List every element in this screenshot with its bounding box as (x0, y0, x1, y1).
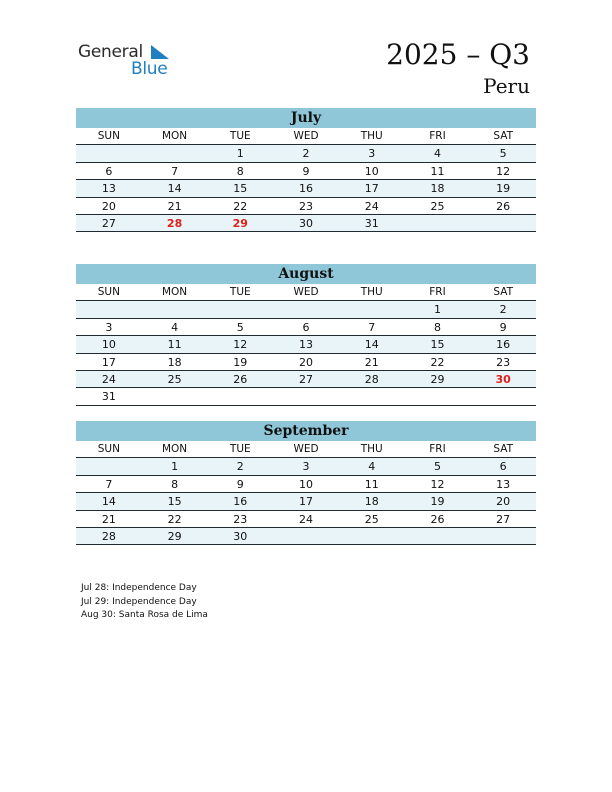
day-cell: 30 (299, 216, 314, 230)
week-row (76, 476, 536, 493)
holiday-notes (81, 582, 208, 623)
day-cell: 16 (233, 495, 248, 509)
day-cell: 5 (236, 320, 244, 334)
weekday-label: FRI (429, 443, 446, 455)
day-cell: 21 (167, 199, 182, 213)
day-cell: 2 (236, 460, 244, 474)
holiday-note: Aug 30: Santa Rosa de Lima (81, 610, 208, 620)
day-cell: 7 (105, 477, 113, 491)
day-cell: 12 (233, 338, 248, 352)
logo-text-blue: Blue (131, 59, 168, 79)
weekday-label: TUE (229, 130, 251, 142)
week-row (76, 180, 536, 197)
day-cell: 20 (299, 355, 314, 369)
day-cell: 19 (496, 182, 511, 196)
day-cell: 1 (236, 147, 244, 161)
weekday-label: SUN (97, 286, 120, 298)
day-cell: 12 (430, 477, 445, 491)
day-cell: 20 (101, 199, 116, 213)
day-cell (142, 145, 208, 161)
day-cell: 22 (430, 355, 445, 369)
day-cell: 18 (364, 495, 379, 509)
logo-text-general: General (78, 42, 143, 62)
day-cell: 21 (101, 512, 116, 526)
day-cell: 27 (101, 216, 116, 230)
day-cell: 3 (368, 147, 376, 161)
day-cell: 9 (499, 320, 507, 334)
day-cell (76, 458, 142, 474)
weekday-label: THU (360, 130, 383, 142)
day-cell: 11 (167, 338, 182, 352)
day-cell: 15 (167, 495, 182, 509)
day-cell: 15 (430, 338, 445, 352)
weekday-label: FRI (429, 130, 446, 142)
day-cell: 27 (496, 512, 511, 526)
day-cell (273, 301, 339, 317)
day-cell: 4 (368, 460, 376, 474)
day-cell (273, 388, 339, 404)
day-cell: 6 (105, 164, 113, 178)
day-cell: 8 (236, 164, 244, 178)
day-cell: 29 (430, 372, 445, 386)
day-cell: 11 (364, 477, 379, 491)
generalblue-logo (78, 42, 178, 80)
day-cell: 22 (233, 199, 248, 213)
day-cell: 25 (167, 372, 182, 386)
weekday-label: SAT (493, 130, 513, 142)
week-row (76, 198, 536, 215)
month-september (76, 421, 536, 545)
day-cell: 6 (302, 320, 310, 334)
weekday-label: WED (293, 286, 319, 298)
day-cell: 26 (430, 512, 445, 526)
day-cell: 1 (171, 460, 179, 474)
day-cell: 23 (496, 355, 511, 369)
day-cell: 18 (167, 355, 182, 369)
weekday-header-row (76, 441, 536, 458)
day-cell (76, 145, 142, 161)
day-cell: 13 (299, 338, 314, 352)
weekday-label: TUE (229, 286, 251, 298)
weekday-label: SUN (97, 130, 120, 142)
day-cell: 5 (433, 460, 441, 474)
week-row (76, 371, 536, 388)
weekday-label: TUE (229, 443, 251, 455)
day-cell: 3 (302, 460, 310, 474)
day-cell: 30 (233, 529, 248, 543)
day-cell: 26 (496, 199, 511, 213)
holiday-note: Jul 29: Independence Day (81, 596, 197, 607)
week-row (76, 354, 536, 371)
day-cell: 6 (499, 460, 507, 474)
day-cell: 19 (233, 355, 248, 369)
day-cell (339, 528, 405, 544)
week-row (76, 215, 536, 232)
day-cell (142, 388, 208, 404)
day-cell: 2 (302, 147, 310, 161)
weekday-label: SUN (97, 443, 120, 455)
day-cell: 16 (299, 182, 314, 196)
day-cell: 13 (496, 477, 511, 491)
day-cell: 10 (101, 338, 116, 352)
day-cell: 8 (433, 320, 441, 334)
page-title: 2025 – Q3 (386, 38, 530, 71)
day-cell (207, 388, 273, 404)
day-cell: 1 (433, 303, 441, 317)
weekday-label: WED (293, 130, 319, 142)
day-cell: 23 (233, 512, 248, 526)
weekday-header-row (76, 284, 536, 301)
logo-triangle-icon (149, 45, 169, 59)
weekday-label: MON (161, 286, 188, 298)
holiday-note: Jul 28: Independence Day (81, 583, 197, 593)
month-title: August (76, 264, 536, 284)
weekday-label: THU (360, 286, 383, 298)
day-cell: 7 (171, 164, 179, 178)
day-cell: 16 (496, 338, 511, 352)
weekday-label: THU (360, 443, 383, 455)
day-cell: 4 (433, 147, 441, 161)
weekday-label: MON (161, 443, 188, 455)
day-cell (470, 388, 536, 404)
day-cell: 17 (364, 182, 379, 196)
day-cell (470, 215, 536, 231)
day-cell: 13 (101, 182, 116, 196)
day-cell: 23 (299, 199, 314, 213)
month-title: September (76, 421, 536, 441)
day-cell (273, 528, 339, 544)
week-row (76, 336, 536, 353)
weekday-label: FRI (429, 286, 446, 298)
weekday-header-row (76, 128, 536, 145)
day-cell (470, 528, 536, 544)
month-july (76, 108, 536, 232)
day-cell: 8 (171, 477, 179, 491)
day-cell (405, 528, 471, 544)
week-row (76, 163, 536, 180)
day-cell: 17 (299, 495, 314, 509)
day-cell (339, 388, 405, 404)
week-row (76, 511, 536, 528)
day-cell (142, 301, 208, 317)
day-cell (76, 301, 142, 317)
day-cell: 18 (430, 182, 445, 196)
week-row (76, 388, 536, 405)
day-cell: 24 (364, 199, 379, 213)
day-cell (405, 215, 471, 231)
day-cell: 4 (171, 320, 179, 334)
day-cell: 24 (101, 372, 116, 386)
day-cell: 15 (233, 182, 248, 196)
day-cell: 5 (499, 147, 507, 161)
week-row (76, 301, 536, 318)
day-cell: 10 (364, 164, 379, 178)
day-cell: 29 (232, 216, 248, 230)
day-cell (405, 388, 471, 404)
day-cell: 24 (299, 512, 314, 526)
day-cell: 14 (101, 495, 116, 509)
day-cell: 2 (499, 303, 507, 317)
day-cell: 22 (167, 512, 182, 526)
weekday-label: WED (293, 443, 319, 455)
day-cell: 12 (496, 164, 511, 178)
country-name: Peru (483, 74, 530, 98)
week-row (76, 493, 536, 510)
day-cell: 11 (430, 164, 445, 178)
weekday-label: SAT (493, 286, 513, 298)
day-cell: 26 (233, 372, 248, 386)
day-cell: 31 (364, 216, 379, 230)
day-cell: 14 (167, 182, 182, 196)
day-cell: 21 (364, 355, 379, 369)
day-cell: 17 (101, 355, 116, 369)
week-row (76, 145, 536, 162)
day-cell: 25 (364, 512, 379, 526)
day-cell: 29 (167, 529, 182, 543)
day-cell: 20 (496, 495, 511, 509)
week-row (76, 458, 536, 475)
week-row (76, 319, 536, 336)
month-title: July (76, 108, 536, 128)
day-cell: 28 (364, 372, 379, 386)
day-cell: 3 (105, 320, 113, 334)
day-cell (339, 301, 405, 317)
day-cell: 28 (166, 216, 183, 230)
day-cell: 25 (430, 199, 445, 213)
day-cell (207, 301, 273, 317)
day-cell: 7 (368, 320, 376, 334)
day-cell: 27 (299, 372, 314, 386)
day-cell: 10 (299, 477, 314, 491)
week-row (76, 528, 536, 545)
day-cell: 30 (495, 372, 511, 386)
day-cell: 19 (430, 495, 445, 509)
day-cell: 28 (101, 529, 116, 543)
weekday-label: MON (161, 130, 188, 142)
day-cell: 9 (302, 164, 310, 178)
day-cell: 31 (101, 390, 116, 404)
weekday-label: SAT (493, 443, 513, 455)
day-cell: 14 (364, 338, 379, 352)
day-cell: 9 (236, 477, 244, 491)
month-august (76, 264, 536, 406)
